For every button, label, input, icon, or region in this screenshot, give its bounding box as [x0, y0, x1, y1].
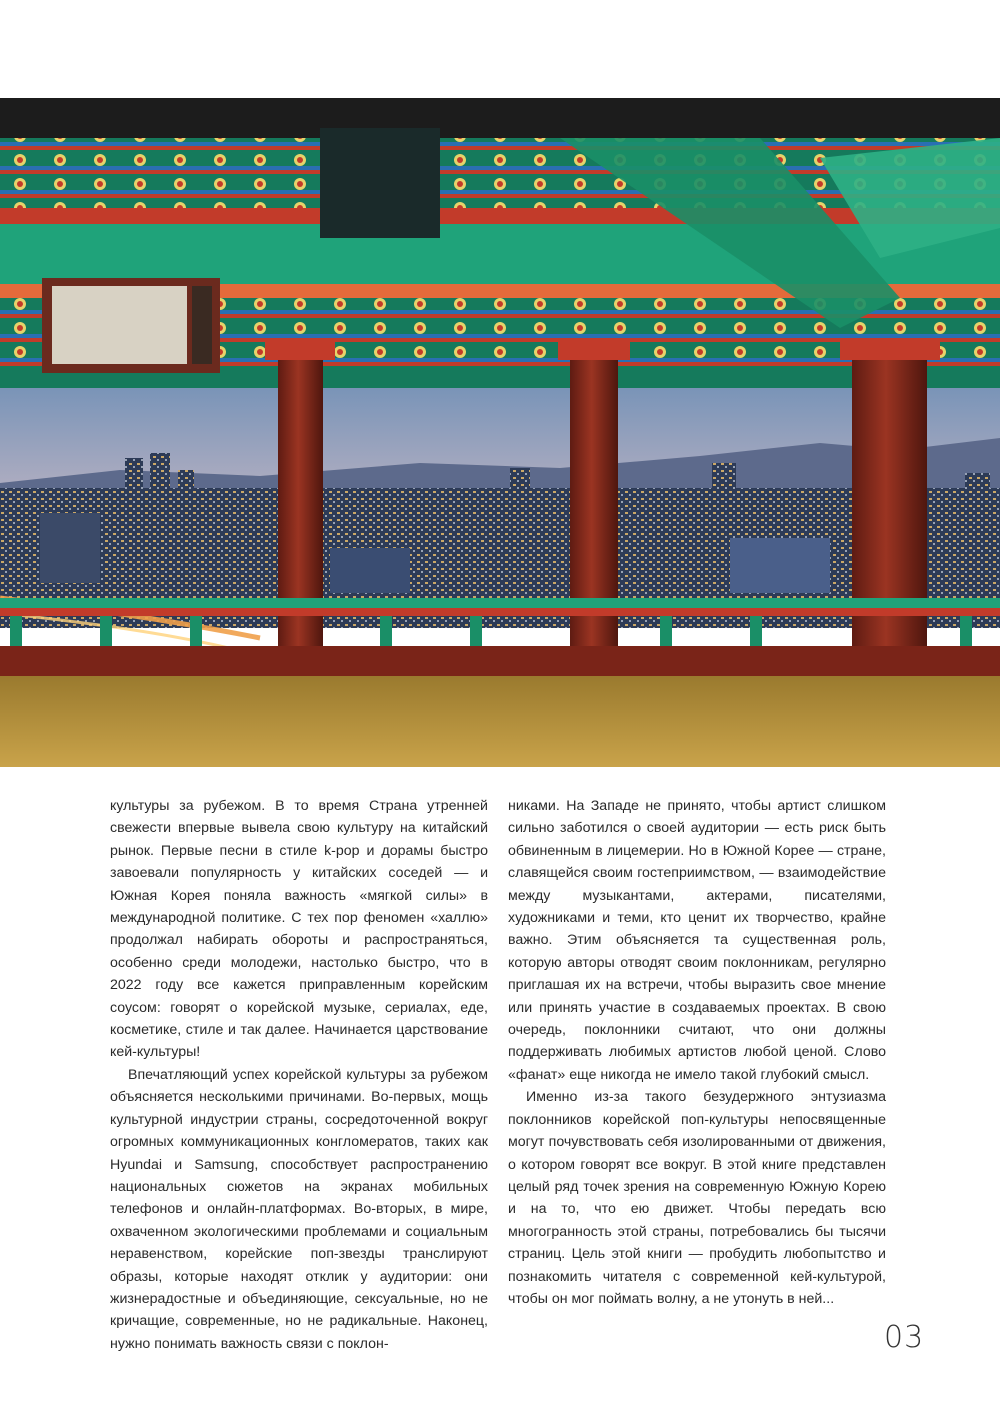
paragraph: Именно из-за такого безудержного энтузиазма поклонников корейской поп-культуры непосвященные могут почувствовать себя изолированными от движения, о котором говорят все вокруг. В этой книге представлен целый ряд точек зрения на современную Южную Корею и на то, что ею движет. Чтобы передать всю многогранность этой страны, потребовались бы тысячи страниц. Цель этой книги — пробудить любопытство и познакомить читателя с современной кей-культурой, чтобы он мог поймать волну, а не утонуть в ней...: [508, 1089, 886, 1307]
paragraph: никами. На Западе не принято, чтобы артист слишком сильно заботился о своей аудитории — есть риск быть обвиненным в лицемерии. Но в Южной Корее — стране, славящейся своим гостеприимством, — взаимодействие между музыкантами, актерами, писателями, художниками и теми, кто ценит их творчество, крайне важно. Этим объясняется та существенная роль, которую авторы отводят своим поклонникам, регулярно приглашая их на встречи, чтобы выразить свое мнение или принять участие в создаваемых проектах. В свою очередь, поклонники считают, что они должны поддерживать любимых артистов любой ценой. Слово «фанат» еще никогда не имело такой глубокий смысл.: [508, 798, 886, 1083]
text-column-left: [110, 795, 488, 1355]
pavilion-city-photo: [0, 98, 1000, 767]
paragraph: Впечатляющий успех корейской культуры за рубежом объясняется несколькими причинами. Во-первых, мощь культурной индустрии страны, сосредоточенной вокруг огромных коммуникационных конгломератов, таких как Hyundai и Samsung, способствует распространению национальных сюжетов на экранах мобильных телефонов и онлайн-платформах. Во-вторых, в мире, охваченном экологическими проблемами и социальным неравенством, корейские поп-звезды транслируют образы, которые находят отклик у аудитории: они жизнерадостные и объединяющие, сексуальные, но не кричащие, современные, но не радикальные. Наконец, нужно понимать важность связи с поклон-: [110, 1066, 488, 1352]
paragraph: культуры за рубежом. В то время Страна утренней свежести впервые вывела свою культуру на китайский рынок. Первые песни в стиле k-pop и дорамы быстро завоевали популярность у китайских соседей — и Южная Корея поняла важность «мягкой силы» в международной политике. С тех пор феномен «халлю» продолжал набирать обороты и распространяться, особенно среди молодежи, настолько быстро, что в 2022 году все кажется приправленным корейским соусом: говорят о корейской музыке, сериалах, еде, косметике, стиле и так далее. Начинается царствование кей-культуры!: [110, 798, 488, 1061]
text-column-right: [508, 795, 886, 1310]
page-number: 03: [884, 1320, 925, 1355]
